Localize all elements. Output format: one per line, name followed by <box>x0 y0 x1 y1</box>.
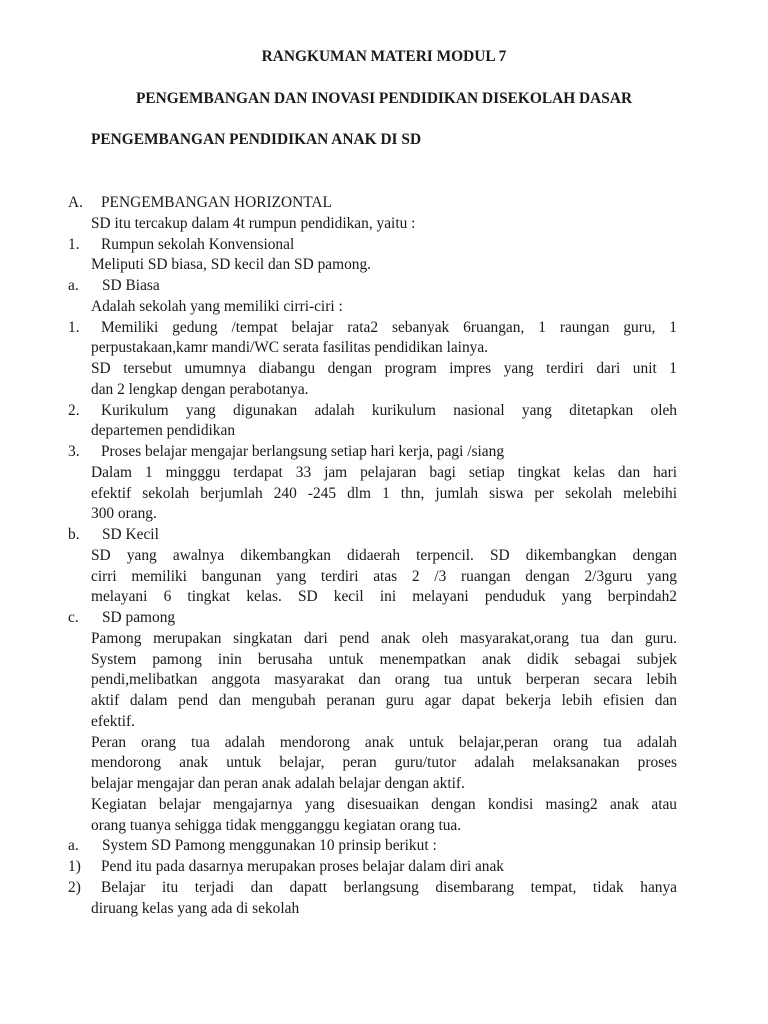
list-marker: 1. <box>68 319 80 336</box>
line-text: SD itu tercakup dalam 4t rumpun pendidikan, yaitu : <box>91 215 416 232</box>
line-text: belajar mengajar dan peran anak adalah belajar dengan aktif. <box>91 775 465 792</box>
line-text: SD yang awalnya dikembangkan didaerah terpencil. SD dikembangkan dengan <box>91 547 677 564</box>
line-text: cirri memiliki bangunan yang terdiri atas 2 /3 ruangan dengan 2/3guru yang <box>91 568 677 585</box>
line-text: Kurikulum yang digunakan adalah kurikulum nasional yang ditetapkan oleh <box>101 402 677 419</box>
page-subtitle: PENGEMBANGAN DAN INOVASI PENDIDIKAN DISEKOLAH DASAR <box>135 90 633 107</box>
list-marker: A. <box>68 194 83 211</box>
line-text: Belajar itu terjadi dan dapatt berlangsung disembarang tempat, tidak hanya <box>101 879 677 896</box>
list-marker: a. <box>68 837 79 854</box>
line-text: PENGEMBANGAN HORIZONTAL <box>101 194 332 211</box>
list-marker: a. <box>68 277 79 294</box>
line-text: System SD Pamong menggunakan 10 prinsip berikut : <box>102 837 437 854</box>
line-text: System pamong inin berusaha untuk menempatkan anak didik sebagai subjek <box>91 651 677 668</box>
line-text: 300 orang. <box>91 505 157 522</box>
line-text: Kegiatan belajar mengajarnya yang disesuaikan dengan kondisi masing2 anak atau <box>91 796 677 813</box>
list-marker: 1. <box>68 236 80 253</box>
line-text: departemen pendidikan <box>91 422 236 439</box>
page-title: RANGKUMAN MATERI MODUL 7 <box>261 48 507 65</box>
section-heading: PENGEMBANGAN PENDIDIKAN ANAK DI SD <box>91 131 422 148</box>
line-text: perpustakaan,kamr mandi/WC serata fasilitas pendidikan lainya. <box>91 339 489 356</box>
line-text: diruang kelas yang ada di sekolah <box>91 900 300 917</box>
line-text: Peran orang tua adalah mendorong anak untuk belajar,peran orang tua adalah <box>91 734 677 751</box>
line-text: Adalah sekolah yang memiliki cirri-ciri : <box>91 298 343 315</box>
line-text: Rumpun sekolah Konvensional <box>101 236 295 253</box>
line-text: efektif. <box>91 713 136 730</box>
line-text: melayani 6 tingkat kelas. SD kecil ini melayani penduduk yang berpindah2 <box>91 588 677 605</box>
line-text: pendi,melibatkan anggota masyarakat dan orang tua untuk berperan secara lebih <box>91 671 677 688</box>
line-text: Dalam 1 mingggu terdapat 33 jam pelajaran bagi setiap tingkat kelas dan hari <box>91 464 677 481</box>
list-marker: 3. <box>68 443 80 460</box>
line-text: orang tuanya sehigga tidak mengganggu kegiatan orang tua. <box>91 817 462 834</box>
list-marker: 2) <box>68 879 81 896</box>
line-text: SD Biasa <box>102 277 160 294</box>
line-text: Pend itu pada dasarnya merupakan proses belajar dalam diri anak <box>101 858 504 875</box>
line-text: SD pamong <box>102 609 176 626</box>
line-text: aktif dalam pend dan mengubah peranan guru agar dapat bekerja lebih efisien dan <box>91 692 677 709</box>
line-text: dan 2 lengkap dengan perabotanya. <box>91 381 309 398</box>
list-marker: b. <box>68 526 80 543</box>
line-text: Meliputi SD biasa, SD kecil dan SD pamong. <box>91 256 371 273</box>
list-marker: 2. <box>68 402 80 419</box>
line-text: Memiliki gedung /tempat belajar rata2 sebanyak 6ruangan, 1 raungan guru, 1 <box>101 319 677 336</box>
line-text: efektif sekolah berjumlah 240 -245 dlm 1 thn, jumlah siswa per sekolah melebihi <box>91 485 677 502</box>
list-marker: 1) <box>68 858 81 875</box>
line-text: Proses belajar mengajar berlangsung setiap hari kerja, pagi /siang <box>101 443 505 460</box>
line-text: SD Kecil <box>102 526 159 543</box>
line-text: mendorong anak untuk belajar, peran guru/tutor adalah melaksanakan proses <box>91 754 677 771</box>
line-text: Pamong merupakan singkatan dari pend anak oleh masyarakat,orang tua dan guru. <box>91 630 677 647</box>
line-text: SD tersebut umumnya diabangu dengan program impres yang terdiri dari unit 1 <box>91 360 677 377</box>
list-marker: c. <box>68 609 79 626</box>
